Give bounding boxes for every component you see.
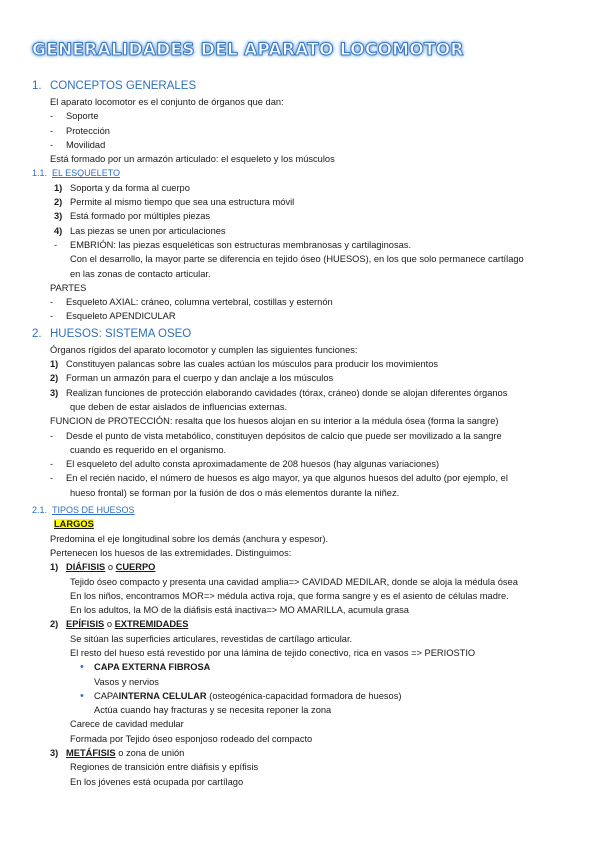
paragraph: Pertenecen los huesos de las extremidades. Distinguimos: xyxy=(50,547,292,558)
section-1-1-heading: 1.1. EL ESQUELETO xyxy=(32,168,121,179)
paragraph: Órganos rígidos del aparato locomotor y cumplen las siguientes funciones: xyxy=(50,344,358,355)
list-item: 1) Constituyen palancas sobre las cuales actúan los músculos para producir los movimientos xyxy=(50,359,439,370)
document-body xyxy=(32,76,572,789)
list-item-capa-externa: • CAPA EXTERNA FIBROSA xyxy=(80,661,211,674)
list-item-diafisis: 1) DIÁFISIS o CUERPO xyxy=(50,562,156,573)
paragraph: hueso frontal) se forman por la fusión de dos o más elementos durante la niñez. xyxy=(70,487,400,498)
document-title: GENERALIDADES DEL APARATO LOCOMOTOR xyxy=(32,40,464,60)
list-item: - EMBRIÓN: las piezas esqueléticas son estructuras membranosas y cartilaginosas. xyxy=(54,239,412,250)
list-item: - Soporte xyxy=(50,111,99,122)
paragraph: que deben de estar aislados de influencias externas. xyxy=(70,401,288,412)
paragraph: El resto del hueso está revestido por una lámina de tejido conectivo, rica en vasos => PERIOSTIO xyxy=(70,647,476,658)
paragraph: Actúa cuando hay fracturas y se necesita reponer la zona xyxy=(94,705,332,716)
paragraph: Regiones de transición entre diáfisis y epífisis xyxy=(70,762,259,773)
list-item-epifisis: 2) EPÍFISIS o EXTREMIDADES xyxy=(50,619,189,630)
paragraph: Predomina el eje longitudinal sobre los demás (anchura y espesor). xyxy=(50,533,329,544)
paragraph: Carece de cavidad medular xyxy=(70,719,184,730)
paragraph: En los jóvenes está ocupada por cartílago xyxy=(70,776,244,787)
list-item: - En el recién nacido, el número de huesos es algo mayor, ya que algunos huesos del adulto (por ejemplo, el xyxy=(50,473,508,484)
section-2-1-heading: 2.1. TIPOS DE HUESOS xyxy=(32,505,135,516)
bullet-dot-icon: • xyxy=(80,689,84,702)
label-partes: PARTES xyxy=(50,282,87,293)
subheading-largos: LARGOS xyxy=(54,519,94,530)
list-item-capa-interna: • CAPAINTERNA CELULAR (osteogénica-capacidad formadora de huesos) xyxy=(80,689,402,702)
bullet-dot-icon: • xyxy=(80,661,84,674)
paragraph: cuando es requerido en el organismo. xyxy=(70,444,227,455)
list-item: - Desde el punto de vista metabólico, constituyen depósitos de calcio que puede ser movilizado a la sangre xyxy=(50,430,502,441)
list-item: 4) Las piezas se unen por articulaciones xyxy=(54,225,226,236)
list-item: - El esqueleto del adulto consta aproximadamente de 208 huesos (hay algunas variaciones) xyxy=(50,459,440,470)
paragraph: El aparato locomotor es el conjunto de órganos que dan: xyxy=(50,97,284,107)
list-item: 2) Forman un armazón para el cuerpo y dan anclaje a los músculos xyxy=(50,373,334,384)
list-item: - Esqueleto APENDICULAR xyxy=(50,311,176,322)
paragraph: Está formado por un armazón articulado: el esqueleto y los músculos xyxy=(50,154,335,165)
paragraph: Se sitúan las superficies articulares, revestidas de cartílago articular. xyxy=(70,633,353,644)
list-item: - Protección xyxy=(50,125,110,136)
section-1-heading xyxy=(32,78,572,95)
section-2-heading: 2. HUESOS: SISTEMA OSEO xyxy=(32,327,192,340)
paragraph: Formada por Tejido óseo esponjoso rodeado del compacto xyxy=(70,733,313,744)
section-title: CONCEPTOS GENERALES xyxy=(50,80,197,92)
list-item: - Movilidad xyxy=(50,139,106,150)
paragraph: en las zonas de contacto articular. xyxy=(70,268,211,279)
paragraph: Vasos y nervios xyxy=(94,676,159,687)
list-item: - Esqueleto AXIAL: cráneo, columna vertebral, costillas y esternón xyxy=(50,297,333,308)
list-item: 3) Realizan funciones de protección elaborando cavidades (tórax, cráneo) donde se alojan diferentes órganos xyxy=(50,387,508,398)
paragraph: En los niños, encontramos MOR=> médula activa roja, que forma sangre y es el asiento de células madre. xyxy=(70,590,509,601)
list-item: 2) Permite al mismo tiempo que sea una estructura móvil xyxy=(54,197,295,208)
list-item: 3) Está formado por múltiples piezas xyxy=(54,211,211,222)
section-number: 1. xyxy=(32,80,42,92)
list-item: 1) Soporta y da forma al cuerpo xyxy=(54,182,190,193)
paragraph: Con el desarrollo, la mayor parte se diferencia en tejido óseo (HUESOS), en los que solo permanece cartílago xyxy=(70,254,524,265)
list-item-metafisis: 3) METÁFISIS o zona de unión xyxy=(50,748,185,759)
paragraph: Tejido óseo compacto y presenta una cavidad amplia=> CAVIDAD MEDILAR, donde se aloja la médula ósea xyxy=(70,576,518,587)
paragraph: En los adultos, la MO de la diáfisis está inactiva=> MO AMARILLA, acumula grasa xyxy=(70,605,409,616)
paragraph: FUNCION de PROTECCIÓN: resalta que los huesos alojan en su interior a la médula ósea (forma la sangre) xyxy=(50,416,499,427)
